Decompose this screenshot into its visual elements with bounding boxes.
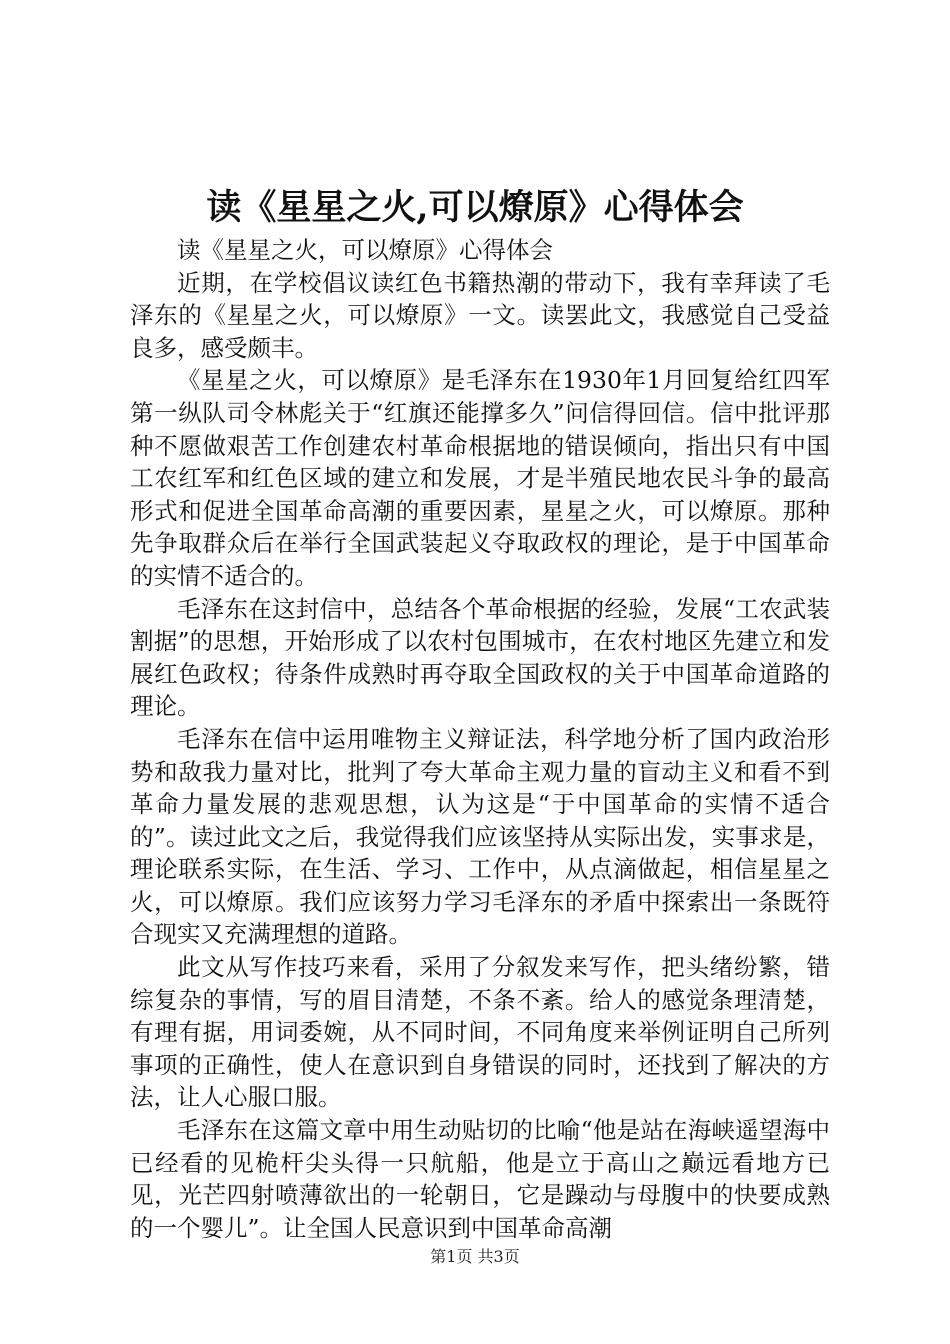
paragraph-intro: 近期，在学校倡议读红色书籍热潮的带动下，我有幸拜读了毛泽东的《星星之火，可以燎原》一文。读罢此文，我感觉自己受益良多，感受颇丰。 — [130, 268, 830, 362]
paragraph-writing-technique: 此文从写作技巧来看，采用了分叙发来写作，把头绪纷繁，错综复杂的事情，写的眉目清楚，不条不紊。给人的感觉条理清楚，有理有据，用词委婉，从不同时间，不同角度来举例证明自己所列事项的正确性，使人在意识到自身错误的同时，还找到了解决的方法，让人心服口服。 — [130, 953, 830, 1112]
document-body — [130, 234, 830, 1244]
paragraph-metaphor: 毛泽东在这篇文章中用生动贴切的比喻“他是站在海峡遥望海中已经看的见桅杆尖头得一只航船，他是立于高山之巅远看地方已见，光芒四射喷薄欲出的一轮朝日，它是躁动与母腹中的快要成熟的一个婴儿”。让全国人民意识到中国革命高潮 — [130, 1116, 830, 1242]
paragraph-heading-repeat: 读《星星之火，可以燎原》心得体会 — [177, 236, 553, 264]
document-title: 读《星星之火,可以燎原》心得体会 — [206, 187, 744, 228]
paragraph-theory: 毛泽东在这封信中，总结各个革命根据的经验，发展“工农武装割据”的思想，开始形成了以农村包围城市，在农村地区先建立和发展红色政权；待条件成熟时再夺取全国政权的关于中国革命道路的理论。 — [130, 594, 830, 721]
paragraph-background: 《星星之火，可以燎原》是毛泽东在1930年1月回复给红四军第一纵队司令林彪关于“红旗还能撑多久”问信得回信。信中批评那种不愿做艰苦工作创建农村革命根据地的错误倾向，指出只有中国工农红军和红色区域的建立和发展，才是半殖民地农民斗争的最高形式和促进全国革命高潮的重要因素，星星之火，可以燎原。那种先争取群众后在举行全国武装起义夺取政权的理论，是于中国革命的实情不适合的。 — [130, 366, 830, 590]
page-number-footer: 第1页 共3页 — [430, 1247, 520, 1266]
paragraph-dialectics: 毛泽东在信中运用唯物主义辩证法，科学地分析了国内政治形势和敌我力量对比，批判了夸大革命主观力量的盲动主义和看不到革命力量发展的悲观思想，认为这是“于中国革命的实情不适合的”。读过此文之后，我觉得我们应该坚持从实际出发，实事求是，理论联系实际，在生活、学习、工作中，从点滴做起，相信星星之火，可以燎原。我们应该努力学习毛泽东的矛盾中探索出一条既符合现实又充满理想的道路。 — [130, 724, 830, 949]
